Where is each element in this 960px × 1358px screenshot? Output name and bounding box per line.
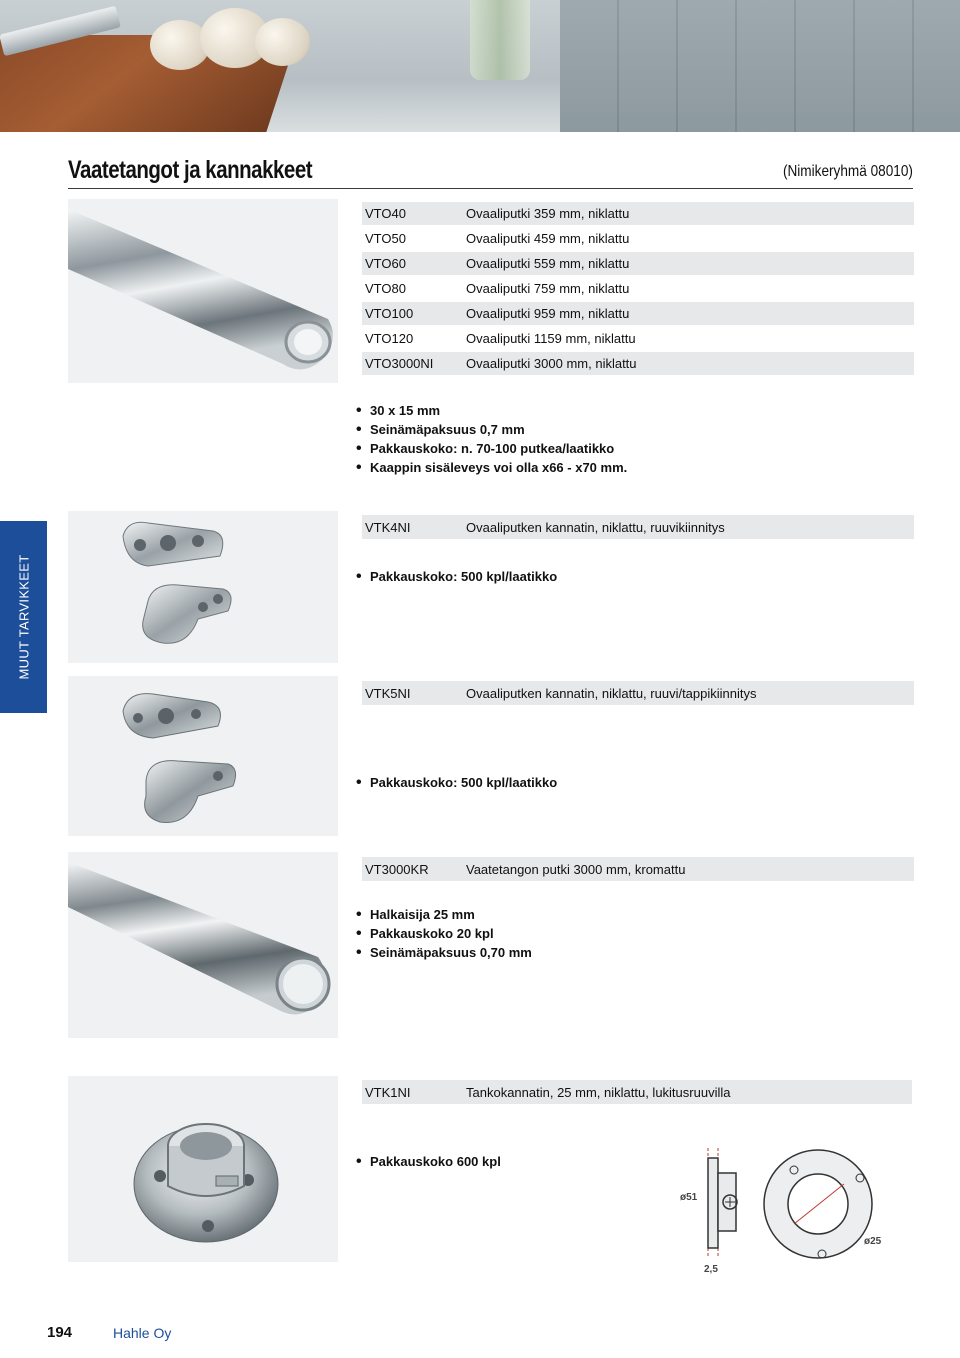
product-desc: Ovaaliputken kannatin, niklattu, ruuvi/tappikiinnitys [466, 685, 757, 701]
table-row [362, 681, 914, 705]
dim-inner-label: ø25 [864, 1236, 882, 1247]
product-code: VTO3000NI [365, 356, 434, 371]
product-code: VTO120 [365, 331, 414, 346]
glass-bottle [470, 0, 530, 80]
bracket-pin-photo [68, 676, 338, 836]
product-code: VTO40 [365, 206, 406, 221]
table-row [362, 515, 914, 539]
wall-tiles [560, 0, 960, 132]
title-rule [68, 188, 913, 189]
table-row [362, 227, 914, 250]
spec-item: • Kaappin sisäleveys voi olla x66 - x70 mm. [356, 458, 627, 477]
spec-item: • Halkaisija 25 mm [356, 905, 532, 924]
product-desc: Ovaaliputki 459 mm, niklattu [466, 231, 630, 246]
page-number: 194 [47, 1324, 73, 1341]
tube-table [362, 202, 914, 375]
tube-spec-list [356, 401, 627, 477]
product-desc: Tankokannatin, 25 mm, niklattu, lukitusruuvilla [466, 1084, 731, 1100]
spec-item: • Seinämäpaksuus 0,70 mm [356, 943, 532, 962]
product-desc: Ovaaliputki 359 mm, niklattu [466, 206, 630, 221]
product-desc: Vaatetangon putki 3000 mm, kromattu [466, 861, 686, 877]
vtk1-spec-list [356, 1152, 501, 1171]
product-code: VTO100 [365, 306, 414, 321]
spec-item: • 30 x 15 mm [356, 401, 627, 420]
product-desc: Ovaaliputki 759 mm, niklattu [466, 281, 630, 296]
header-photo [0, 0, 960, 132]
product-code: VTK1NI [365, 1084, 411, 1100]
product-code: VTO50 [365, 231, 406, 246]
spec-item: • Pakkauskoko: n. 70-100 putkea/laatikko [356, 439, 627, 458]
table-row [362, 252, 914, 275]
spec-item: • Pakkauskoko 600 kpl [356, 1152, 501, 1171]
product-desc: Ovaaliputki 959 mm, niklattu [466, 306, 630, 321]
dim-outer-label: ø51 [680, 1192, 698, 1203]
spec-item: • Pakkauskoko: 500 kpl/laatikko [356, 773, 557, 792]
dim-depth-label: 2,5 [704, 1264, 718, 1275]
oval-tube-photo [68, 199, 338, 383]
page-title: Vaatetangot ja kannakkeet [68, 156, 313, 184]
product-code: VTO60 [365, 256, 406, 271]
round-tube-photo [68, 852, 338, 1038]
flange-photo [68, 1076, 338, 1262]
product-desc: Ovaaliputken kannatin, niklattu, ruuvikiinnitys [466, 519, 725, 535]
table-row [362, 302, 914, 325]
bracket-screw-photo [68, 511, 338, 663]
table-row [362, 1080, 912, 1104]
spec-item: • Pakkauskoko 20 kpl [356, 924, 532, 943]
table-row [362, 352, 914, 375]
garlic [255, 18, 310, 66]
table-row [362, 327, 914, 350]
vt3000-spec-list [356, 905, 532, 962]
table-row [362, 202, 914, 225]
group-label: (Nimikeryhmä 08010) [783, 163, 913, 180]
product-desc: Ovaaliputki 3000 mm, niklattu [466, 356, 637, 371]
product-code: VTK5NI [365, 685, 411, 701]
spec-item: • Pakkauskoko: 500 kpl/laatikko [356, 567, 557, 586]
product-desc: Ovaaliputki 1159 mm, niklattu [466, 331, 636, 346]
vtk5-spec-list [356, 773, 557, 792]
flange-technical-drawing [672, 1138, 894, 1278]
spec-item: • Seinämäpaksuus 0,7 mm [356, 420, 627, 439]
vtk4-spec-list [356, 567, 557, 586]
section-sidebar [0, 521, 47, 713]
table-row [362, 277, 914, 300]
table-row [362, 857, 914, 881]
product-code: VT3000KR [365, 861, 429, 877]
product-code: VTK4NI [365, 519, 411, 535]
sidebar-label: MUUT TARVIKKEET [16, 554, 31, 680]
product-desc: Ovaaliputki 559 mm, niklattu [466, 256, 630, 271]
product-code: VTO80 [365, 281, 406, 296]
company-name: Hahle Oy [113, 1325, 172, 1341]
